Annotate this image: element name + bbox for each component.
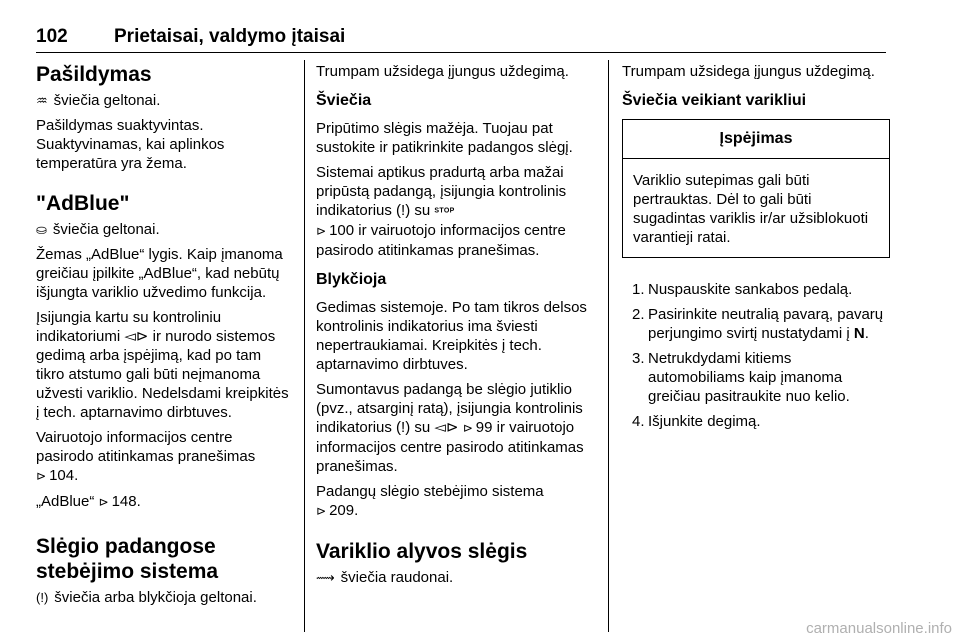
page-ref-arrow-icon: ⊳ — [98, 495, 109, 509]
warning-triangle-icon: ◅⊳ — [124, 328, 149, 345]
page-ref-arrow-icon: ⊳ — [36, 469, 47, 483]
stop-icon: STOP — [434, 207, 455, 215]
column-divider-1 — [304, 60, 305, 632]
page-ref-arrow-icon: ⊳ — [462, 420, 473, 435]
lit-text-1: Pripūtimo slėgis mažėja. Tuojau pat sustokite ir patikrinkite padangos slėgį. — [316, 120, 573, 156]
lit-text-2: Sistemai aptikus pradurtą arba mažai pripūstą padangą, įsijungia kontrolinis indikatorius (!) su STOP ⊳ 100 ir vairuotojo informacijos centre pasirodo atitinkamas pranešimas. — [316, 164, 567, 259]
list-item: 1. Nuspauskite sankabos pedalą. — [632, 281, 853, 298]
warning-body: Variklio sutepimas gali būti pertrauktas. Dėl to gali būti sugadintas variklis ir/ar užsiblokuoti varantieji ratai. — [633, 172, 869, 246]
heading-oil-pressure: Variklio alyvos slėgis — [316, 539, 528, 563]
blink-text-2: Sumontavus padangą be slėgio jutiklio (pvz., atsarginį ratą), įsijungia kontrolinis indikatorius (!) su ◅⊳ ⊳ 99 ir vairuotojo informacijos centre pasirodo atitinkamas pranešimas. — [316, 380, 584, 475]
tpms-indicator-line: (!) šviečia arba blykčioja geltonai. — [36, 589, 257, 606]
page-number: 102 — [36, 26, 68, 47]
column-2 — [316, 62, 594, 593]
steps-list — [622, 280, 890, 431]
heating-text-1: Pašildymas suaktyvintas. — [36, 117, 204, 134]
warning-title: Įspėjimas — [623, 120, 889, 159]
column-divider-2 — [608, 60, 609, 632]
heating-indicator-line: ♒ šviečia geltonai. — [36, 92, 161, 109]
glow-plug-icon: ♒ — [36, 93, 48, 108]
list-item: 3. Netrukdydami kitiems automobiliams kaip įmanoma greičiau pasitraukite nuo kelio. — [632, 350, 850, 405]
watermark: carmanualsonline.info — [806, 620, 952, 637]
adblue-text-4: „AdBlue“ ⊳ 148. — [36, 493, 141, 510]
heading-blinking: Blykčioja — [316, 270, 387, 288]
adblue-icon: ⛀ — [36, 222, 47, 237]
oil-can-icon: ⟿ — [316, 569, 335, 585]
adblue-text-1: Žemas „AdBlue“ lygis. Kaip įmanoma greičiau įpilkite „AdBlue“, kad nebūtų išjungta variklio užvedimo funkcija. — [36, 246, 283, 301]
heading-engine-running: Šviečia veikiant varikliui — [622, 92, 807, 109]
heading-tpms: Slėgio padangose stebėjimo sistema — [36, 535, 219, 583]
column-3 — [622, 62, 890, 437]
blink-text-1: Gedimas sistemoje. Po tam tikros delsos kontrolinis indikatorius ima šviesti nepertraukiamai. Kreipkitės į tech. aptarnavimo dirbtuves. — [316, 298, 587, 373]
warning-triangle-icon: ◅⊳ — [434, 418, 459, 436]
list-item: 2. Pasirinkite neutralią pavarą, pavarų perjungimo svirtį nustatydami į N. — [632, 306, 884, 342]
oil-indicator-line: ⟿ šviečia raudonai. — [316, 568, 454, 586]
page-ref-arrow-icon: ⊳ — [316, 223, 327, 238]
page-ref-arrow-icon: ⊳ — [316, 503, 327, 518]
heating-text-2: Suaktyvinamas, kai aplinkos temperatūra yra žema. — [36, 136, 225, 172]
warning-box — [622, 119, 890, 258]
header-rule — [36, 52, 886, 53]
tire-pressure-icon: (!) — [36, 590, 49, 605]
page-title: Prietaisai, valdymo įtaisai — [114, 26, 346, 47]
blink-text-3: Padangų slėgio stebėjimo sistema ⊳ 209. — [316, 482, 544, 519]
tire-pressure-icon: (!) — [396, 202, 411, 219]
heading-adblue: "AdBlue" — [36, 192, 130, 215]
heading-lit: Šviečia — [316, 92, 372, 109]
heading-heating: Pašildymas — [36, 63, 152, 86]
adblue-text-3: Vairuotojo informacijos centre pasirodo atitinkamas pranešimas ⊳ 104. — [36, 429, 256, 484]
adblue-indicator-line: ⛀ šviečia geltonai. — [36, 221, 160, 238]
page-header — [36, 26, 345, 48]
column-1 — [36, 62, 292, 613]
tire-pressure-icon: (!) — [396, 418, 411, 436]
tpms-intro: Trumpam užsidega įjungus uždegimą. — [316, 63, 569, 80]
oil-intro: Trumpam užsidega įjungus uždegimą. — [622, 63, 875, 80]
adblue-text-2: Įsijungia kartu su kontroliniu indikatoriumi ◅⊳ ir nurodo sistemos gedimą arba įspėjimą, kad po tam tikro atstumo gali būti neįmanoma užvesti variklio. Nedelsdami kreipkitės į tech. aptarnavimo dirbtuves. — [36, 309, 289, 421]
list-item: 4. Išjunkite degimą. — [632, 413, 761, 430]
